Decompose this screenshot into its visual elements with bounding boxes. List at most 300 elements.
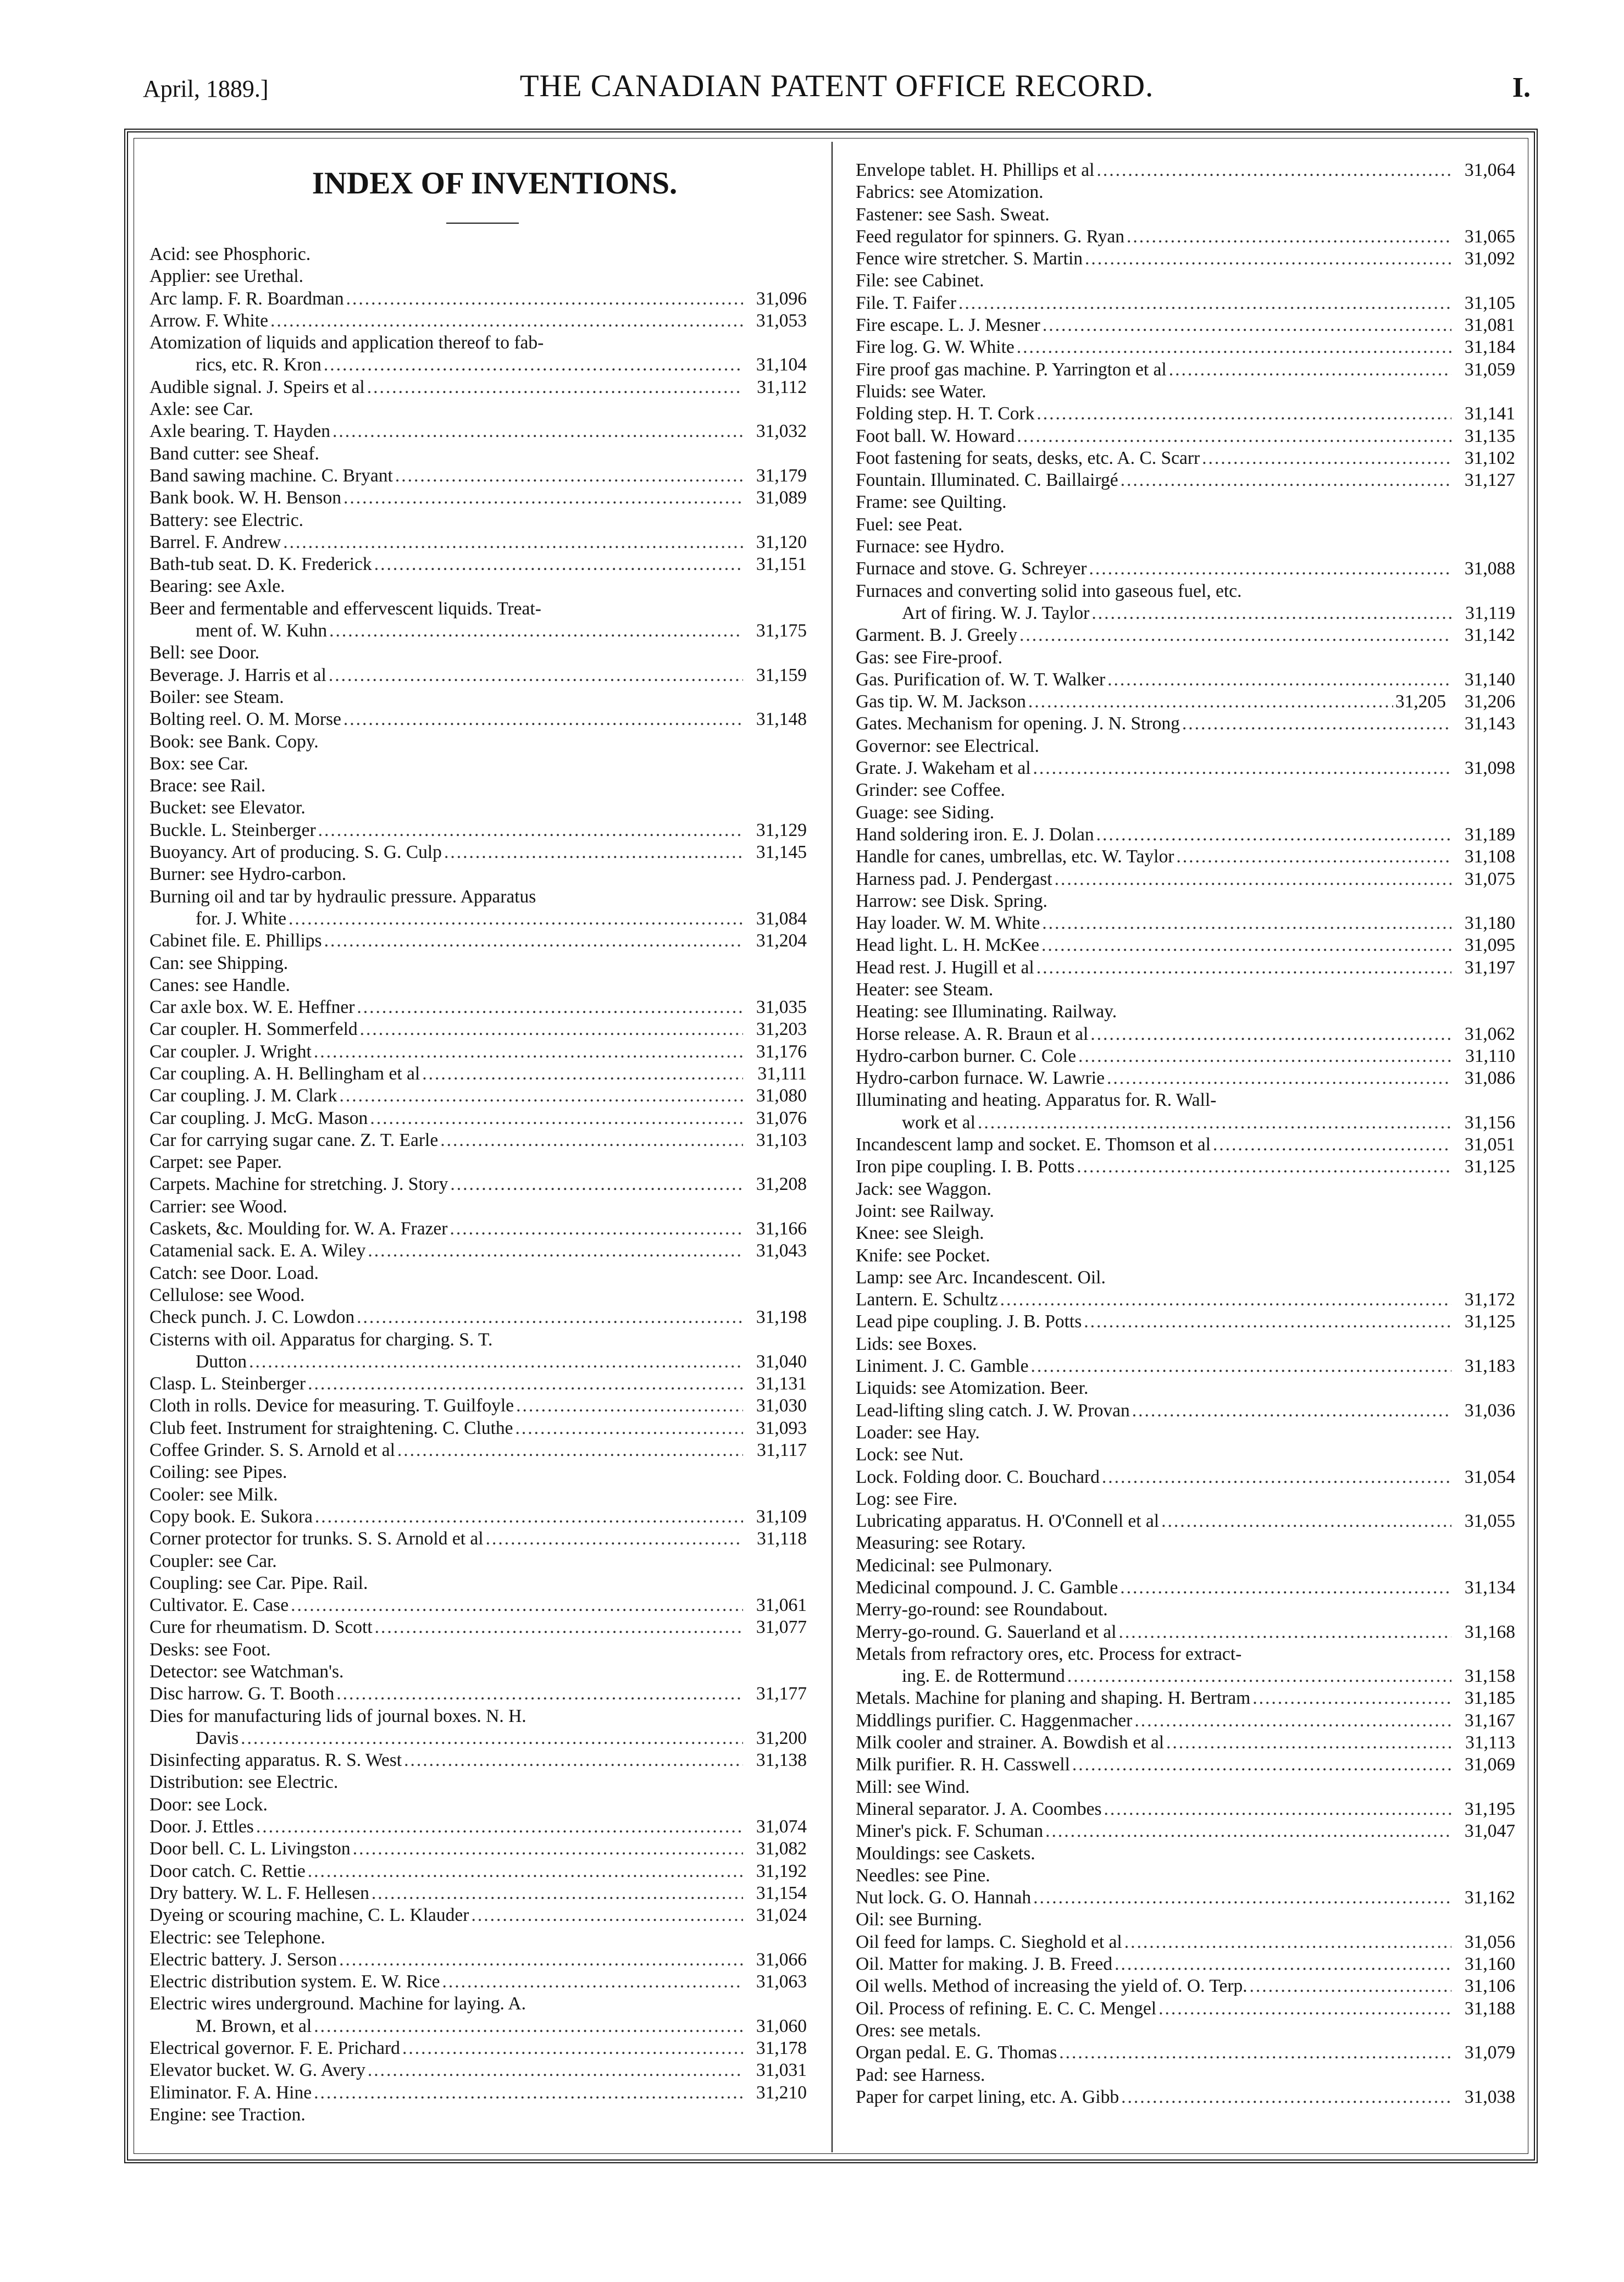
entry-text: Hand soldering iron. E. J. Dolan (856, 824, 1094, 845)
dot-leader (241, 1727, 743, 1749)
index-entry (149, 1417, 807, 1439)
index-entry (149, 398, 807, 420)
entry-number: 31,117 (757, 1440, 807, 1461)
index-entry (856, 1222, 1515, 1244)
dot-leader (367, 376, 743, 398)
index-column-right (856, 159, 1515, 2108)
index-entry (149, 1395, 807, 1417)
entry-text: Lantern. E. Schultz (856, 1289, 998, 1310)
index-entry (149, 1373, 807, 1395)
dot-leader (1031, 1355, 1452, 1377)
entry-number: 31,088 (1464, 558, 1515, 579)
entry-number: 31,162 (1464, 1887, 1515, 1908)
entry-number: 31,154 (756, 1882, 807, 1903)
entry-number: 31,104 (756, 355, 807, 375)
entry-text: Bolting reel. O. M. Morse (149, 709, 341, 730)
entry-text: Organ pedal. E. G. Thomas (856, 2042, 1057, 2063)
index-entry (149, 1705, 807, 1727)
dot-leader (314, 1041, 743, 1063)
dot-leader (357, 1306, 743, 1328)
dot-leader (395, 465, 743, 487)
dot-leader (1045, 1820, 1451, 1842)
entry-text: Catamenial sack. E. A. Wiley (149, 1240, 366, 1261)
dot-leader (372, 1882, 743, 1904)
index-entry (856, 2020, 1515, 2042)
entry-number: 31,074 (756, 1816, 807, 1837)
entry-text: Furnace: see Hydro. (856, 536, 1005, 557)
dot-leader (1037, 403, 1451, 425)
entry-number: 31,206 (1464, 691, 1515, 712)
entry-number: 31,105 (1464, 292, 1515, 313)
dot-leader (1107, 669, 1451, 691)
index-entry (149, 1727, 807, 1749)
index-entry (149, 265, 807, 287)
entry-number: 31,092 (1464, 248, 1515, 269)
entry-text: Oil: see Burning. (856, 1909, 982, 1930)
entry-number: 31,079 (1464, 2042, 1515, 2063)
entry-number-alt: 31,205 (1395, 691, 1446, 712)
entry-number: 31,178 (756, 2038, 807, 2059)
index-entry (856, 1510, 1515, 1532)
index-entry (856, 602, 1515, 624)
entry-number: 31,179 (756, 465, 807, 486)
entry-number: 31,082 (756, 1838, 807, 1859)
entry-text: Cloth in rolls. Device for measuring. T. Guilfoyle (149, 1395, 514, 1416)
entry-text: Dry battery. W. L. F. Hellesen (149, 1882, 369, 1903)
entry-number: 31,081 (1464, 315, 1515, 336)
entry-number: 31,061 (756, 1595, 807, 1616)
index-list-right (856, 159, 1515, 2108)
entry-text: Copy book. E. Sukora (149, 1506, 313, 1527)
entry-text: ing. E. de Rottermund (902, 1666, 1065, 1687)
entry-number: 31,172 (1464, 1289, 1515, 1310)
entry-text: Head rest. J. Hugill et al (856, 957, 1034, 978)
entry-text: Furnace and stove. G. Schreyer (856, 558, 1087, 579)
entry-number: 31,210 (756, 2082, 807, 2103)
entry-number: 31,062 (1464, 1023, 1515, 1044)
entry-text: Bearing: see Axle. (149, 576, 285, 597)
entry-number: 31,156 (1464, 1112, 1515, 1133)
dot-leader (444, 841, 743, 863)
dot-leader (397, 1439, 743, 1461)
entry-number: 31,059 (1464, 359, 1515, 380)
entry-text: Arc lamp. F. R. Boardman (149, 288, 344, 309)
entry-text: Mouldings: see Caskets. (856, 1843, 1035, 1864)
dot-leader (1096, 824, 1451, 846)
entry-number: 31,086 (1464, 1068, 1515, 1089)
entry-text: Medicinal: see Pulmonary. (856, 1555, 1052, 1576)
index-entry (856, 624, 1515, 646)
index-entry (856, 2086, 1515, 2108)
entry-number: 31,098 (1464, 758, 1515, 779)
index-entry (149, 376, 807, 398)
dot-leader (249, 1351, 743, 1373)
entry-number: 31,151 (756, 554, 807, 575)
entry-text: Distribution: see Electric. (149, 1772, 339, 1793)
entry-number: 31,167 (1464, 1710, 1515, 1731)
index-entry (149, 2037, 807, 2059)
dot-leader (1072, 1754, 1451, 1776)
index-entry (856, 204, 1515, 226)
index-entry (856, 1156, 1515, 1178)
entry-number: 31,066 (756, 1949, 807, 1970)
dot-leader (422, 1063, 743, 1085)
index-entry (856, 1798, 1515, 1820)
entry-text: Box: see Car. (149, 753, 248, 774)
entry-text: Band cutter: see Sheaf. (149, 443, 319, 464)
entry-text: File: see Cabinet. (856, 270, 984, 291)
dot-leader (1213, 1134, 1451, 1156)
entry-number: 31,141 (1464, 403, 1515, 424)
dot-leader (1077, 1156, 1451, 1178)
index-entry (856, 802, 1515, 824)
index-entry (149, 819, 807, 841)
dot-leader (1037, 957, 1451, 979)
dot-leader (374, 553, 743, 575)
entry-text: Harness pad. J. Pendergast (856, 868, 1052, 889)
entry-text: Beverage. J. Harris et al (149, 664, 326, 685)
dot-leader (1085, 248, 1451, 270)
index-entry (856, 846, 1515, 868)
index-entry (856, 580, 1515, 602)
page-header (143, 65, 1531, 109)
index-entry (856, 1488, 1515, 1510)
index-entry (149, 1882, 807, 1904)
entry-text: Cure for rheumatism. D. Scott (149, 1617, 373, 1638)
entry-text: Horse release. A. R. Braun et al (856, 1023, 1089, 1044)
index-entry (149, 1949, 807, 1971)
dot-leader (1252, 1687, 1451, 1709)
entry-text: Lock. Folding door. C. Bouchard (856, 1466, 1100, 1487)
dot-leader (1059, 2042, 1451, 2064)
dot-leader (450, 1218, 743, 1240)
index-entry (856, 957, 1515, 979)
index-entry (856, 1687, 1515, 1709)
entry-number: 31,051 (1464, 1134, 1515, 1155)
entry-number: 31,110 (1465, 1045, 1515, 1066)
index-entry (856, 1577, 1515, 1599)
index-entry (856, 1289, 1515, 1311)
entry-text: Gas: see Fire-proof. (856, 647, 1002, 668)
entry-number: 31,188 (1464, 1998, 1515, 2019)
dot-leader (978, 1112, 1451, 1134)
entry-text: Can: see Shipping. (149, 952, 289, 973)
entry-number: 31,031 (756, 2060, 807, 2081)
entry-number: 31,113 (1465, 1732, 1515, 1753)
entry-text: Milk cooler and strainer. A. Bowdish et al (856, 1732, 1165, 1753)
index-entry (149, 1107, 807, 1129)
entry-number: 31,135 (1464, 425, 1515, 446)
entry-number: 31,063 (756, 1971, 807, 1992)
index-entry (149, 1993, 807, 2015)
index-entry (149, 1594, 807, 1616)
index-entry (149, 731, 807, 753)
dot-leader (332, 420, 743, 442)
index-entry (149, 930, 807, 952)
entry-text: Incandescent lamp and socket. E. Thomson et al (856, 1134, 1211, 1155)
entry-text: Furnaces and converting solid into gaseous fuel, etc. (856, 580, 1242, 601)
entry-number: 31,177 (756, 1683, 807, 1704)
index-entry (149, 487, 807, 509)
dot-leader (471, 1904, 743, 1926)
entry-text: Knee: see Sleigh. (856, 1223, 984, 1244)
entry-text: Burner: see Hydro-carbon. (149, 864, 347, 885)
index-entry (149, 1904, 807, 1926)
entry-text: Applier: see Urethal. (149, 266, 303, 287)
index-entry (149, 1572, 807, 1594)
dot-leader (1097, 159, 1452, 181)
entry-text: Boiler: see Steam. (149, 686, 284, 707)
index-entry (856, 248, 1515, 270)
entry-text: Car for carrying sugar cane. Z. T. Earle (149, 1129, 439, 1150)
entry-number: 31,035 (756, 997, 807, 1018)
dot-leader (1118, 1621, 1451, 1643)
entry-number: 31,106 (1464, 1976, 1515, 1997)
entry-text: Coffee Grinder. S. S. Arnold et al (149, 1440, 395, 1461)
dot-leader (324, 930, 743, 952)
entry-text: Iron pipe coupling. I. B. Potts (856, 1156, 1075, 1177)
entry-text: Burning oil and tar by hydraulic pressure. Apparatus (149, 886, 536, 907)
dot-leader (1091, 602, 1451, 624)
index-entry (856, 469, 1515, 491)
dot-leader (343, 708, 743, 730)
entry-number: 31,138 (756, 1750, 807, 1771)
entry-text: Head light. L. H. McKee (856, 935, 1039, 956)
index-entry (856, 336, 1515, 358)
entry-text: Oil feed for lamps. C. Sieghold et al (856, 1931, 1122, 1952)
entry-text: Buckle. L. Steinberger (149, 819, 316, 840)
entry-text: Cabinet file. E. Phillips (149, 930, 322, 951)
entry-text: Arrow. F. White (149, 310, 268, 331)
entry-text: Folding step. H. T. Cork (856, 403, 1035, 424)
index-entry (149, 886, 807, 908)
index-entry (149, 443, 807, 465)
index-entry (149, 1484, 807, 1506)
entry-text: Davis (196, 1727, 239, 1748)
entry-text: Car coupling. J. M. Clark (149, 1085, 337, 1106)
entry-text: Car coupler. H. Sommerfeld (149, 1019, 358, 1040)
dot-leader (346, 288, 743, 310)
entry-number: 31,069 (1464, 1754, 1515, 1775)
entry-text: Door bell. C. L. Livingston (149, 1838, 351, 1859)
entry-number: 31,075 (1464, 868, 1515, 889)
index-entry (856, 757, 1515, 779)
index-entry (856, 1023, 1515, 1045)
index-entry (856, 890, 1515, 912)
index-entry (856, 558, 1515, 580)
index-entry (856, 691, 1515, 713)
entry-number: 31,160 (1464, 1954, 1515, 1975)
index-entry (856, 647, 1515, 669)
index-entry (856, 1466, 1515, 1488)
dot-leader (357, 996, 743, 1018)
entry-text: Check punch. J. C. Lowdon (149, 1307, 355, 1328)
dot-leader (1067, 1665, 1451, 1687)
dot-leader (1089, 558, 1451, 580)
entry-text: Envelope tablet. H. Phillips et al (856, 160, 1095, 180)
index-entry (856, 447, 1515, 469)
index-entry (856, 912, 1515, 934)
index-entry (856, 1267, 1515, 1289)
index-entry (149, 708, 807, 730)
entry-number: 31,166 (756, 1218, 807, 1239)
entry-text: Door. J. Ettles (149, 1816, 254, 1837)
index-entry (856, 1045, 1515, 1067)
entry-number: 31,176 (756, 1041, 807, 1062)
index-entry (149, 531, 807, 553)
index-entry (856, 1400, 1515, 1422)
entry-number: 31,047 (1464, 1821, 1515, 1842)
dot-leader (336, 1683, 743, 1705)
index-entry (856, 403, 1515, 425)
index-entry (149, 1550, 807, 1572)
entry-text: Canes: see Handle. (149, 974, 290, 995)
entry-text: work et al (902, 1112, 975, 1133)
entry-text: Mineral separator. J. A. Coombes (856, 1798, 1102, 1819)
index-entry (149, 952, 807, 974)
index-entry (149, 1063, 807, 1085)
index-entry (856, 1377, 1515, 1399)
entry-text: Medicinal compound. J. C. Gamble (856, 1577, 1118, 1598)
index-entry (149, 1284, 807, 1306)
dot-leader (1043, 314, 1451, 336)
entry-text: Car coupler. J. Wright (149, 1041, 312, 1062)
entry-text: Needles: see Pine. (856, 1865, 990, 1886)
entry-text: Clasp. L. Steinberger (149, 1373, 306, 1394)
entry-number: 31,127 (1464, 470, 1515, 491)
dot-leader (1090, 1023, 1451, 1045)
entry-number: 31,175 (756, 621, 807, 641)
entry-text: Lead pipe coupling. J. B. Potts (856, 1311, 1082, 1332)
index-entry (149, 1329, 807, 1351)
entry-number: 31,103 (756, 1129, 807, 1150)
entry-text: Carpet: see Paper. (149, 1152, 282, 1173)
entry-number: 31,198 (756, 1307, 807, 1328)
entry-text: Lock: see Nut. (856, 1444, 964, 1465)
entry-text: Electric distribution system. E. W. Rice (149, 1971, 440, 1992)
dot-leader (339, 1949, 743, 1971)
entry-text: Nut lock. G. O. Hannah (856, 1887, 1032, 1908)
index-entry (149, 1306, 807, 1328)
index-entry (149, 775, 807, 797)
index-list-left (149, 243, 807, 2126)
index-entry (856, 1089, 1515, 1111)
entry-number: 31,142 (1464, 625, 1515, 646)
entry-text: Caskets, &c. Moulding for. W. A. Frazer (149, 1218, 448, 1239)
index-entry (149, 575, 807, 597)
dot-leader (1182, 713, 1451, 735)
dot-leader (1017, 336, 1451, 358)
dot-leader (402, 2037, 743, 2059)
index-entry (149, 1151, 807, 1173)
entry-text: Carrier: see Wood. (149, 1196, 287, 1217)
entry-text: Door: see Lock. (149, 1794, 268, 1815)
entry-text: Fluids: see Water. (856, 381, 986, 402)
entry-text: Car coupling. J. McG. Mason (149, 1107, 368, 1128)
entry-number: 31,089 (756, 488, 807, 508)
dot-leader (368, 2059, 743, 2081)
entry-number: 31,148 (756, 709, 807, 730)
index-entry (856, 514, 1515, 536)
dot-leader (1176, 846, 1451, 868)
entry-text: Joint: see Railway. (856, 1200, 994, 1221)
dot-leader (324, 354, 743, 376)
entry-text: Electric battery. J. Serson (149, 1949, 337, 1970)
index-entry (856, 536, 1515, 558)
index-entry (149, 509, 807, 531)
index-entry (149, 974, 807, 996)
dot-leader (339, 1085, 743, 1107)
dot-leader (440, 1129, 743, 1151)
entry-text: Jack: see Waggon. (856, 1178, 991, 1199)
index-entry (856, 1555, 1515, 1577)
dot-leader (1107, 1067, 1451, 1089)
entry-text: Carpets. Machine for stretching. J. Story (149, 1174, 448, 1195)
index-entry (856, 181, 1515, 203)
dot-leader (314, 2082, 743, 2104)
dot-leader (516, 1395, 743, 1417)
index-entry (149, 1927, 807, 1949)
dot-leader (375, 1616, 743, 1638)
index-entry (856, 226, 1515, 248)
entry-text: Loader: see Hay. (856, 1422, 980, 1443)
journal-title: THE CANADIAN PATENT OFFICE RECORD. (519, 69, 1154, 103)
entry-text: Oil. Process of refining. E. C. C. Mengel (856, 1998, 1157, 2019)
dot-leader (1041, 934, 1451, 956)
entry-number: 31,084 (756, 908, 807, 929)
entry-number: 31,184 (1464, 337, 1515, 358)
index-entry (856, 425, 1515, 447)
title-rule-wrap (149, 218, 807, 243)
entry-text: Gas tip. W. M. Jackson (856, 691, 1026, 712)
entry-text: Detector: see Watchman's. (149, 1661, 344, 1682)
entry-text: Desks: see Foot. (149, 1639, 271, 1660)
dot-leader (256, 1816, 743, 1838)
entry-number: 31,125 (1464, 1311, 1515, 1332)
entry-text: Log: see Fire. (856, 1488, 958, 1509)
index-entry (149, 908, 807, 930)
index-entry (149, 332, 807, 354)
dot-leader (1028, 691, 1393, 713)
entry-text: Frame: see Quilting. (856, 492, 1007, 513)
index-entry (856, 713, 1515, 735)
index-entry (856, 1865, 1515, 1887)
index-entry (149, 1528, 807, 1550)
dot-leader (329, 620, 743, 642)
dot-leader (1159, 1998, 1451, 2020)
dot-leader (1084, 1311, 1451, 1333)
index-entry (856, 359, 1515, 381)
entry-text: for. J. White (196, 908, 286, 929)
index-entry (856, 1599, 1515, 1621)
dot-leader (516, 1417, 743, 1439)
index-entry (856, 1333, 1515, 1355)
dot-leader (343, 487, 743, 509)
entry-number: 31,192 (756, 1860, 807, 1881)
dot-leader (270, 310, 743, 332)
entry-text: Foot fastening for seats, desks, etc. A. C. Scarr (856, 447, 1200, 468)
index-entry (856, 1643, 1515, 1665)
entry-text: Axle bearing. T. Hayden (149, 421, 330, 442)
entry-number: 31,036 (1464, 1400, 1515, 1421)
index-entry (149, 1661, 807, 1683)
entry-text: Fuel: see Peat. (856, 514, 963, 535)
entry-text: Lead-lifting sling catch. J. W. Provan (856, 1400, 1130, 1421)
index-entry (856, 1112, 1515, 1134)
index-entry (149, 2059, 807, 2081)
entry-number: 31,065 (1464, 226, 1515, 247)
entry-text: Gas. Purification of. W. T. Walker (856, 669, 1106, 690)
